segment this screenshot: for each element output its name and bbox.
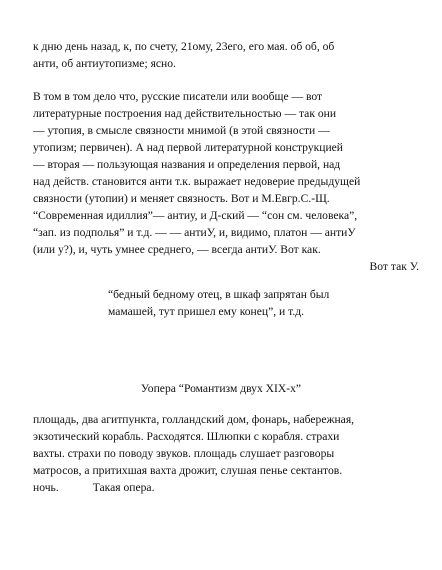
text-line: над действ. становится анти т.к. выражает недоверие предыдущей bbox=[33, 175, 361, 188]
text-line: матросов, а притихшая вахта дрожит, слушая пенье сектантов. bbox=[33, 464, 343, 477]
text-line: связности (утопии) и меняет связность. Вот и М.Евгр.С.-Щ. bbox=[33, 192, 330, 205]
text-line: утопизм; первичен). А над первой литературной конструкцией bbox=[33, 141, 344, 154]
quote-block bbox=[108, 286, 329, 320]
paragraph-utopia bbox=[33, 88, 433, 275]
last-line-end: Такая опера. bbox=[92, 481, 155, 494]
text-line: анти, об антиутопизме; ясно. bbox=[33, 57, 176, 70]
text-line: экзотический корабль. Расходятся. Шлюпки с корабля. страхи bbox=[33, 430, 340, 443]
text-line: вахты. страхи по поводу звуков. площадь слушает разговоры bbox=[33, 447, 335, 460]
quote-line: мамашей, тут пришел ему конец”, и т.д. bbox=[108, 305, 305, 318]
closing-line: Вот так У. bbox=[369, 260, 419, 273]
quote-line: “бедный бедному отец, в шкаф запрятан был bbox=[108, 288, 330, 301]
text-line-last bbox=[33, 479, 433, 496]
text-line: площадь, два агитпункта, голландский дом, фонарь, набережная, bbox=[33, 413, 355, 426]
text-line: литературные построения над действительностью — так они bbox=[33, 107, 337, 120]
text-line: — утопия, в смысле связности мнимой (в этой связности — bbox=[33, 124, 330, 137]
text-line: “Современная идиллия”— антиу, и Д-ский — “сон см. человека”, bbox=[33, 209, 358, 222]
paragraph-opera bbox=[33, 411, 433, 496]
paragraph-intro bbox=[33, 38, 433, 72]
text-line: к дню день назад, к, по счету, 21ому, 23его, его мая. об об, об bbox=[33, 40, 335, 53]
text-line: В том в том дело что, русские писатели или вообще — вот bbox=[33, 90, 323, 103]
last-line-start: ночь. bbox=[33, 481, 59, 494]
text-line: (или у?), и, чуть умнее среднего, — всегда антиУ. Вот как. bbox=[33, 243, 321, 256]
text-line: “зап. из подполья” и т.д. — — антиУ, и, видимо, платон — антиУ bbox=[33, 226, 356, 239]
text-line: — вторая — пользующая названия и определения первой, над bbox=[33, 158, 341, 171]
opera-heading: Уопера “Романтизм двух XIX-х” bbox=[140, 382, 302, 395]
